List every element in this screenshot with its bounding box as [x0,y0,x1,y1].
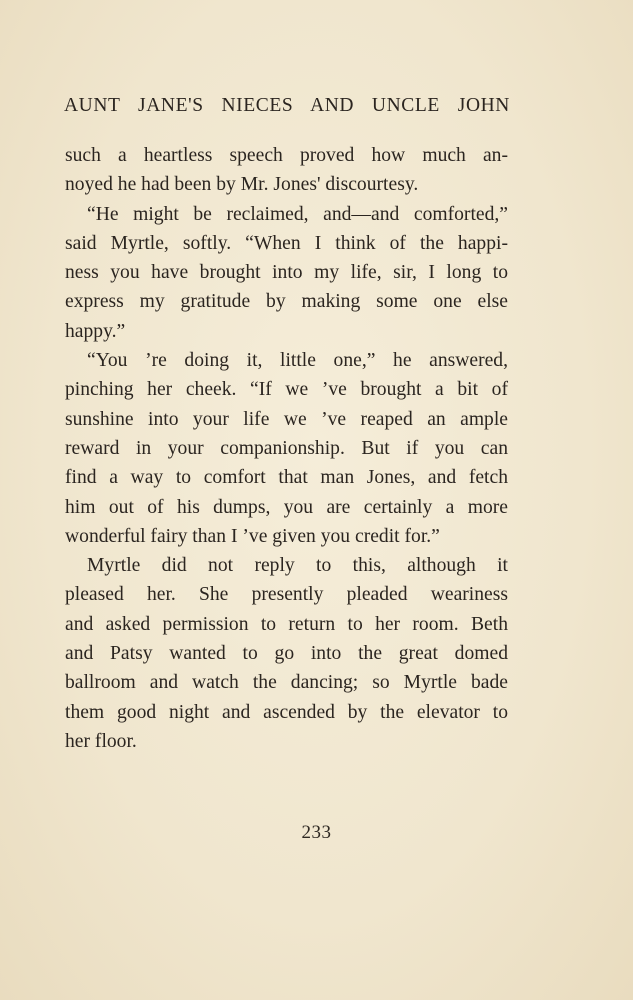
text-line: wonderful fairy than I ’ve given you credit for.” [65,525,440,547]
text-line: such a heartless speech proved how much an- [65,145,508,166]
text-line: and asked permission to return to her room. Beth [65,613,508,635]
body-text [65,141,508,756]
paragraph-1 [65,141,508,200]
paragraph-4 [65,551,508,756]
text-line: ness you have brought into my life, sir, I long to [65,262,508,284]
text-line: “You ’re doing it, little one,” he answered, [87,350,508,372]
text-line: noyed he had been by Mr. Jones' discourtesy. [65,174,419,196]
text-line: pinching her cheek. “If we ’ve brought a bit of [65,379,508,401]
text-line: express my gratitude by making some one else [65,291,508,313]
text-line: “He might be reclaimed, and—and comforted,” [87,203,508,225]
text-line: him out of his dumps, you are certainly a more [65,496,508,518]
text-line: pleased her. She presently pleaded weariness [65,584,508,606]
text-line: Myrtle did not reply to this, although it [87,555,508,577]
paragraph-2 [65,200,508,346]
text-line: find a way to comfort that man Jones, and fetch [65,467,508,489]
running-head: AUNT JANE'S NIECES AND UNCLE JOHN [64,95,510,116]
text-line: ballroom and watch the dancing; so Myrtle bade [65,672,508,694]
text-line: her floor. [65,730,137,752]
text-line: sunshine into your life we ’ve reaped an ample [65,408,508,430]
paragraph-3 [65,346,508,551]
text-line: and Patsy wanted to go into the great domed [65,643,508,665]
text-line: said Myrtle, softly. “When I think of the happi- [65,232,508,254]
text-line: happy.” [65,320,126,342]
page-number: 233 [301,822,332,843]
text-line: reward in your companionship. But if you can [65,437,508,459]
text-line: them good night and ascended by the elevator to [65,701,508,723]
